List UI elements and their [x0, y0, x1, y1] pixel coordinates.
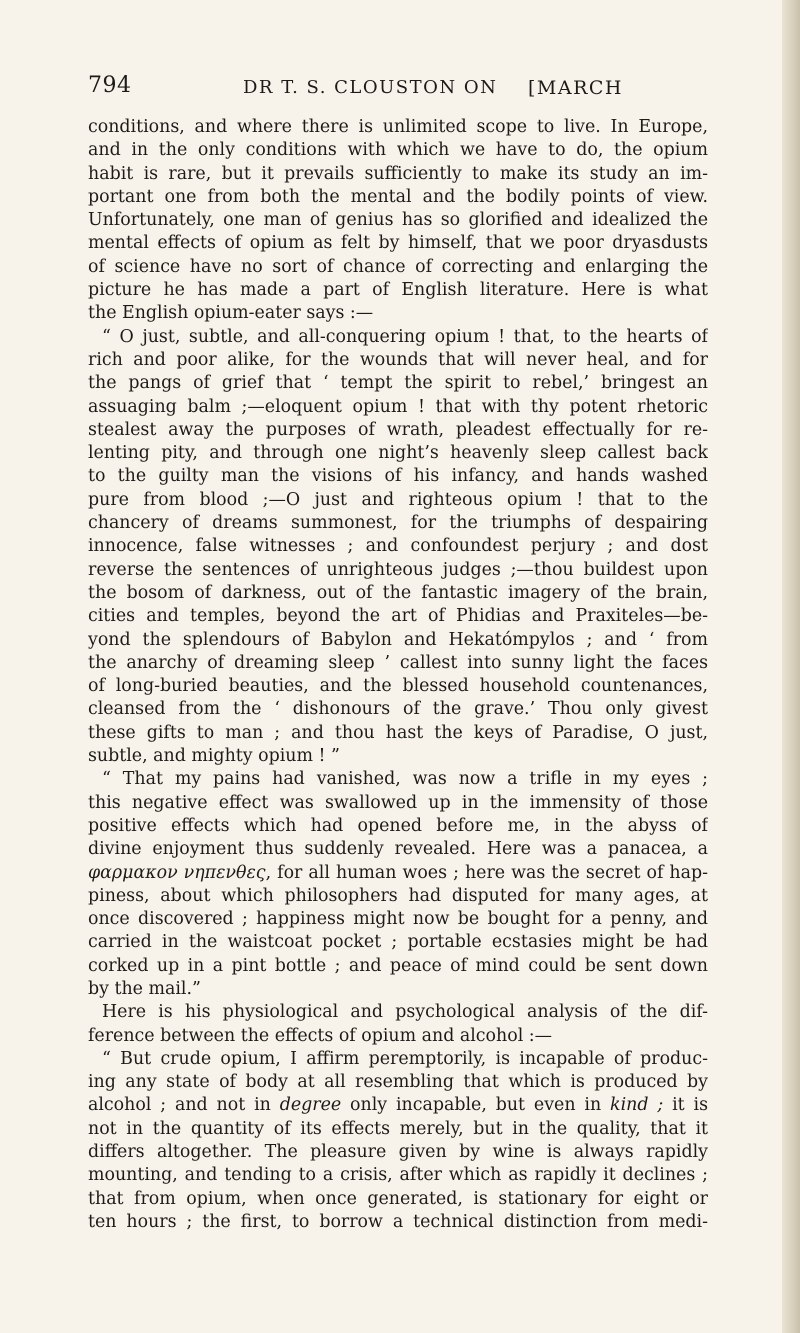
text-line: to the guilty man the visions of his infancy, and hands washed — [88, 466, 708, 487]
text-line: assuaging balm ;—eloquent opium ! that with thy potent rhetoric — [88, 396, 708, 417]
text-line: positive effects which had opened before me, in the abyss of — [88, 815, 708, 836]
text-line: lenting pity, and through one night’s heavenly sleep callest back — [88, 443, 708, 464]
text-line: “ O just, subtle, and all-conquering opium ! that, to the hearts of — [102, 326, 708, 347]
text-line: Unfortunately, one man of genius has so glorified and idealized the — [88, 210, 708, 231]
text-line: ten hours ; the first, to borrow a technical distinction from medi- — [88, 1211, 708, 1232]
text-line: cleansed from the ‘ dishonours of the grave.’ Thou only givest — [88, 699, 708, 720]
text-line: subtle, and mighty opium ! ” — [88, 746, 340, 767]
running-title: DR T. S. CLOUSTON ON — [243, 77, 498, 98]
text-line: of science have no sort of chance of correcting and enlarging the — [88, 256, 708, 277]
text-line: piness, about which philosophers had disputed for many ages, at — [88, 885, 708, 906]
text-line: picture he has made a part of English literature. Here is what — [88, 280, 708, 301]
page-number: 794 — [88, 73, 132, 98]
text-line: and in the only conditions with which we have to do, the opium — [88, 140, 708, 161]
text-line: φαρμακον νηπενθες, for all human woes ; here was the secret of hap- — [88, 862, 708, 883]
text-line: the anarchy of dreaming sleep ’ callest into sunny light the faces — [88, 652, 708, 673]
text-line: alcohol ; and not in degree only incapable, but even in kind ; it is — [88, 1095, 708, 1116]
page-edge-shadow — [782, 0, 800, 1333]
text-line: stealest away the purposes of wrath, pleadest effectually for re- — [88, 419, 708, 440]
text-line: mounting, and tending to a crisis, after which as rapidly it declines ; — [88, 1165, 708, 1186]
text-line: the English opium-eater says :— — [88, 303, 374, 324]
text-line: the pangs of grief that ‘ tempt the spirit to rebel,’ bringest an — [88, 373, 708, 394]
running-header — [88, 73, 708, 101]
text-line: portant one from both the mental and the bodily points of view. — [88, 186, 708, 207]
text-line: the bosom of darkness, out of the fantastic imagery of the brain, — [88, 582, 708, 603]
text-line: conditions, and where there is unlimited scope to live. In Europe, — [88, 117, 708, 137]
body-text — [88, 116, 708, 1234]
text-line: “ That my pains had vanished, was now a trifle in my eyes ; — [102, 769, 708, 790]
text-line: these gifts to man ; and thou hast the keys of Paradise, O just, — [88, 722, 708, 743]
text-line: mental effects of opium as felt by himself, that we poor dryasdusts — [88, 233, 708, 254]
text-line: chancery of dreams summonest, for the triumphs of despairing — [88, 513, 708, 534]
text-line: once discovered ; happiness might now be bought for a penny, and — [88, 909, 708, 930]
text-line: differs altogether. The pleasure given by wine is always rapidly — [88, 1142, 708, 1163]
text-line: ing any state of body at all resembling that which is produced by — [88, 1072, 708, 1093]
text-line: ference between the effects of opium and alcohol :— — [88, 1025, 553, 1046]
text-line: not in the quantity of its effects merely, but in the quality, that it — [88, 1118, 708, 1139]
text-line: carried in the waistcoat pocket ; portable ecstasies might be had — [88, 932, 708, 953]
text-line: habit is rare, but it prevails sufficiently to make its study an im- — [88, 163, 708, 184]
text-line: innocence, false witnesses ; and confoundest perjury ; and dost — [88, 536, 708, 557]
text-line: cities and temples, beyond the art of Phidias and Praxiteles—be- — [88, 606, 708, 627]
text-line: this negative effect was swallowed up in the immensity of those — [88, 792, 708, 813]
text-line: rich and poor alike, for the wounds that will never heal, and for — [88, 349, 708, 370]
text-line: Here is his physiological and psychological analysis of the dif- — [102, 1002, 708, 1023]
text-line: pure from blood ;—O just and righteous opium ! that to the — [88, 489, 708, 510]
text-line: of long-buried beauties, and the blessed household countenances, — [88, 676, 708, 697]
text-line: divine enjoyment thus suddenly revealed. Here was a panacea, a — [88, 839, 708, 860]
text-line: that from opium, when once generated, is stationary for eight or — [88, 1188, 708, 1209]
text-line: corked up in a pint bottle ; and peace of mind could be sent down — [88, 955, 708, 976]
text-line: yond the splendours of Babylon and Hekatómpylos ; and ‘ from — [88, 629, 708, 650]
text-line: by the mail.” — [88, 978, 201, 999]
running-month: [MARCH — [528, 77, 624, 99]
text-line: “ But crude opium, I affirm peremptorily, is incapable of produc- — [102, 1048, 708, 1069]
text-line: reverse the sentences of unrighteous judges ;—thou buildest upon — [88, 559, 708, 580]
